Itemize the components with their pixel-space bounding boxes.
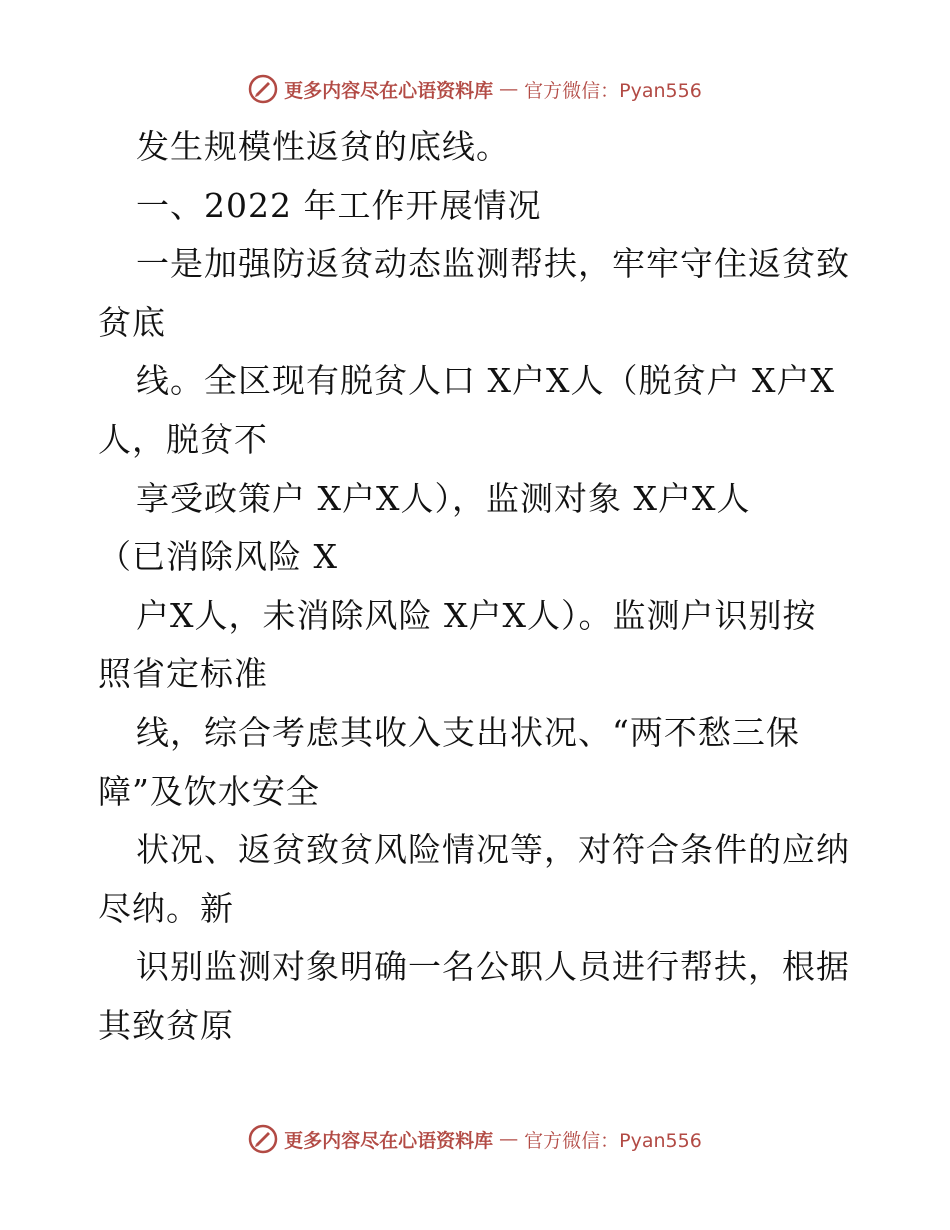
text-line: 人，脱贫不	[98, 419, 268, 459]
text-line: 发生规模性返贫的底线。	[136, 127, 510, 166]
text-line: 一是加强防返贫动态监测帮扶，牢牢守住返贫致	[136, 244, 850, 284]
text-line: （已消除风险 X	[98, 537, 338, 577]
document-body	[98, 118, 858, 1056]
footer-watermark	[0, 1122, 950, 1156]
text-line: 障”及饮水安全	[98, 771, 320, 811]
book-quill-logo-icon	[248, 74, 278, 104]
text-line: 享受政策户 X户X人），监测对象 X户X人	[136, 478, 751, 518]
section-heading: 一、2022 年工作开展情况	[136, 185, 542, 225]
text-line: 尽纳。新	[98, 888, 234, 928]
header-watermark	[0, 72, 950, 106]
text-line: 状况、返贫致贫风险情况等，对符合条件的应纳	[136, 830, 850, 870]
watermark-wechat-text: 官方微信：Pyan556	[524, 79, 702, 102]
book-quill-logo-icon	[248, 1124, 278, 1154]
watermark-site-text: 更多内容尽在心语资料库	[284, 79, 494, 102]
watermark-site-text: 更多内容尽在心语资料库	[284, 1129, 494, 1152]
watermark-separator: —	[499, 1128, 519, 1150]
text-line: 线。全区现有脱贫人口 X户X人（脱贫户 X户X	[136, 361, 835, 401]
watermark-separator: —	[499, 78, 519, 100]
text-line: 线，综合考虑其收入支出状况、“两不愁三保	[136, 712, 800, 752]
text-line: 识别监测对象明确一名公职人员进行帮扶，根据	[136, 947, 850, 987]
text-line: 贫底	[98, 302, 166, 342]
text-line: 户X人，未消除风险 X户X人）。监测户识别按	[136, 595, 817, 635]
text-line: 其致贫原	[98, 1005, 234, 1045]
text-line: 照省定标准	[98, 654, 268, 694]
watermark-wechat-text: 官方微信：Pyan556	[524, 1129, 702, 1152]
